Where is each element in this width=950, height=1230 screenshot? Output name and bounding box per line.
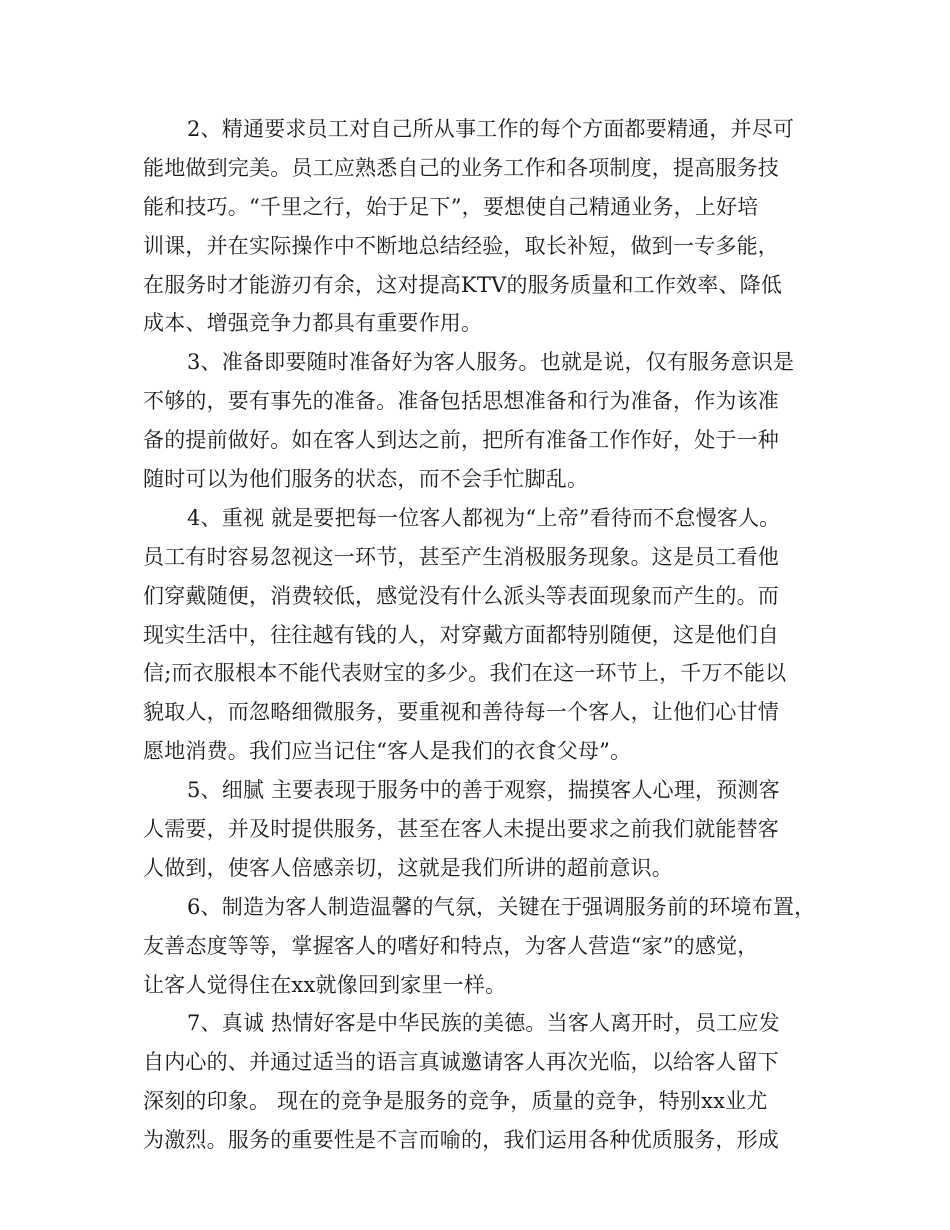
text-line: 4、重视 就是要把每一位客人都视为“上帝”看待而不怠慢客人。 [187,505,781,530]
text-line: 训课，并在实际操作中不断地总结经验，取长补短，做到一专多能， [143,233,779,258]
text-line: 信;而衣服根本不能代表财宝的多少。我们在这一环节上，千万不能以 [143,661,787,686]
text-line: 不够的，要有事先的准备。准备包括思想准备和行为准备，作为该准 [143,389,779,414]
text-line: 让客人觉得住在xx就像回到家里一样。 [143,972,507,997]
text-line: 随时可以为他们服务的状态，而不会手忙脚乱。 [143,467,589,492]
text-line: 6、制造为客人制造温馨的气氛，关键在于强调服务前的环境布置， [187,894,816,919]
text-line: 7、真诚 热情好客是中华民族的美德。当客人离开时，员工应发 [187,1011,780,1036]
text-line: 们穿戴随便，消费较低，感觉没有什么派头等表面现象而产生的。而 [143,583,779,608]
text-line: 2、精通要求员工对自己所从事工作的每个方面都要精通，并尽可 [187,117,795,141]
text-line: 友善态度等等，掌握客人的嗜好和特点，为客人营造“家”的感觉， [143,933,759,958]
text-line: 备的提前做好。如在客人到达之前，把所有准备工作作好，处于一种 [143,428,779,453]
text-line: 人需要，并及时提供服务，甚至在客人未提出要求之前我们就能替客 [143,817,779,842]
document-page [143,110,833,1160]
text-line: 现实生活中，往往越有钱的人，对穿戴方面都特别随便，这是他们自 [143,622,779,647]
text-line: 5、细腻 主要表现于服务中的善于观察，揣摸客人心理，预测客 [187,778,780,803]
text-line: 人做到，使客人倍感亲切，这就是我们所讲的超前意识。 [143,855,673,880]
text-line: 深刻的印象。 现在的竞争是服务的竞争，质量的竞争，特别xx业尤 [143,1089,768,1114]
text-line: 员工有时容易忽视这一环节，甚至产生消极服务现象。这是员工看他 [143,544,779,569]
text-line: 在服务时才能游刃有余，这对提高KTV的服务质量和工作效率、降低 [143,272,783,297]
text-line: 为激烈。服务的重要性是不言而喻的，我们运用各种优质服务，形成 [143,1128,779,1153]
text-line: 能地做到完美。员工应熟悉自己的业务工作和各项制度，提高服务技 [143,155,779,180]
text-line: 自内心的、并通过适当的语言真诚邀请客人再次光临，以给客人留下 [143,1050,779,1075]
text-line: 愿地消费。我们应当记住“客人是我们的衣食父母”。 [143,739,632,764]
text-line: 能和技巧。“千里之行，始于足下”，要想使自己精通业务，上好培 [143,194,759,219]
text-line: 3、准备即要随时准备好为客人服务。也就是说，仅有服务意识是 [187,350,795,375]
text-line: 成本、增强竞争力都具有重要作用。 [143,311,483,336]
text-line: 貌取人，而忽略细微服务，要重视和善待每一个客人，让他们心甘情 [143,700,779,725]
